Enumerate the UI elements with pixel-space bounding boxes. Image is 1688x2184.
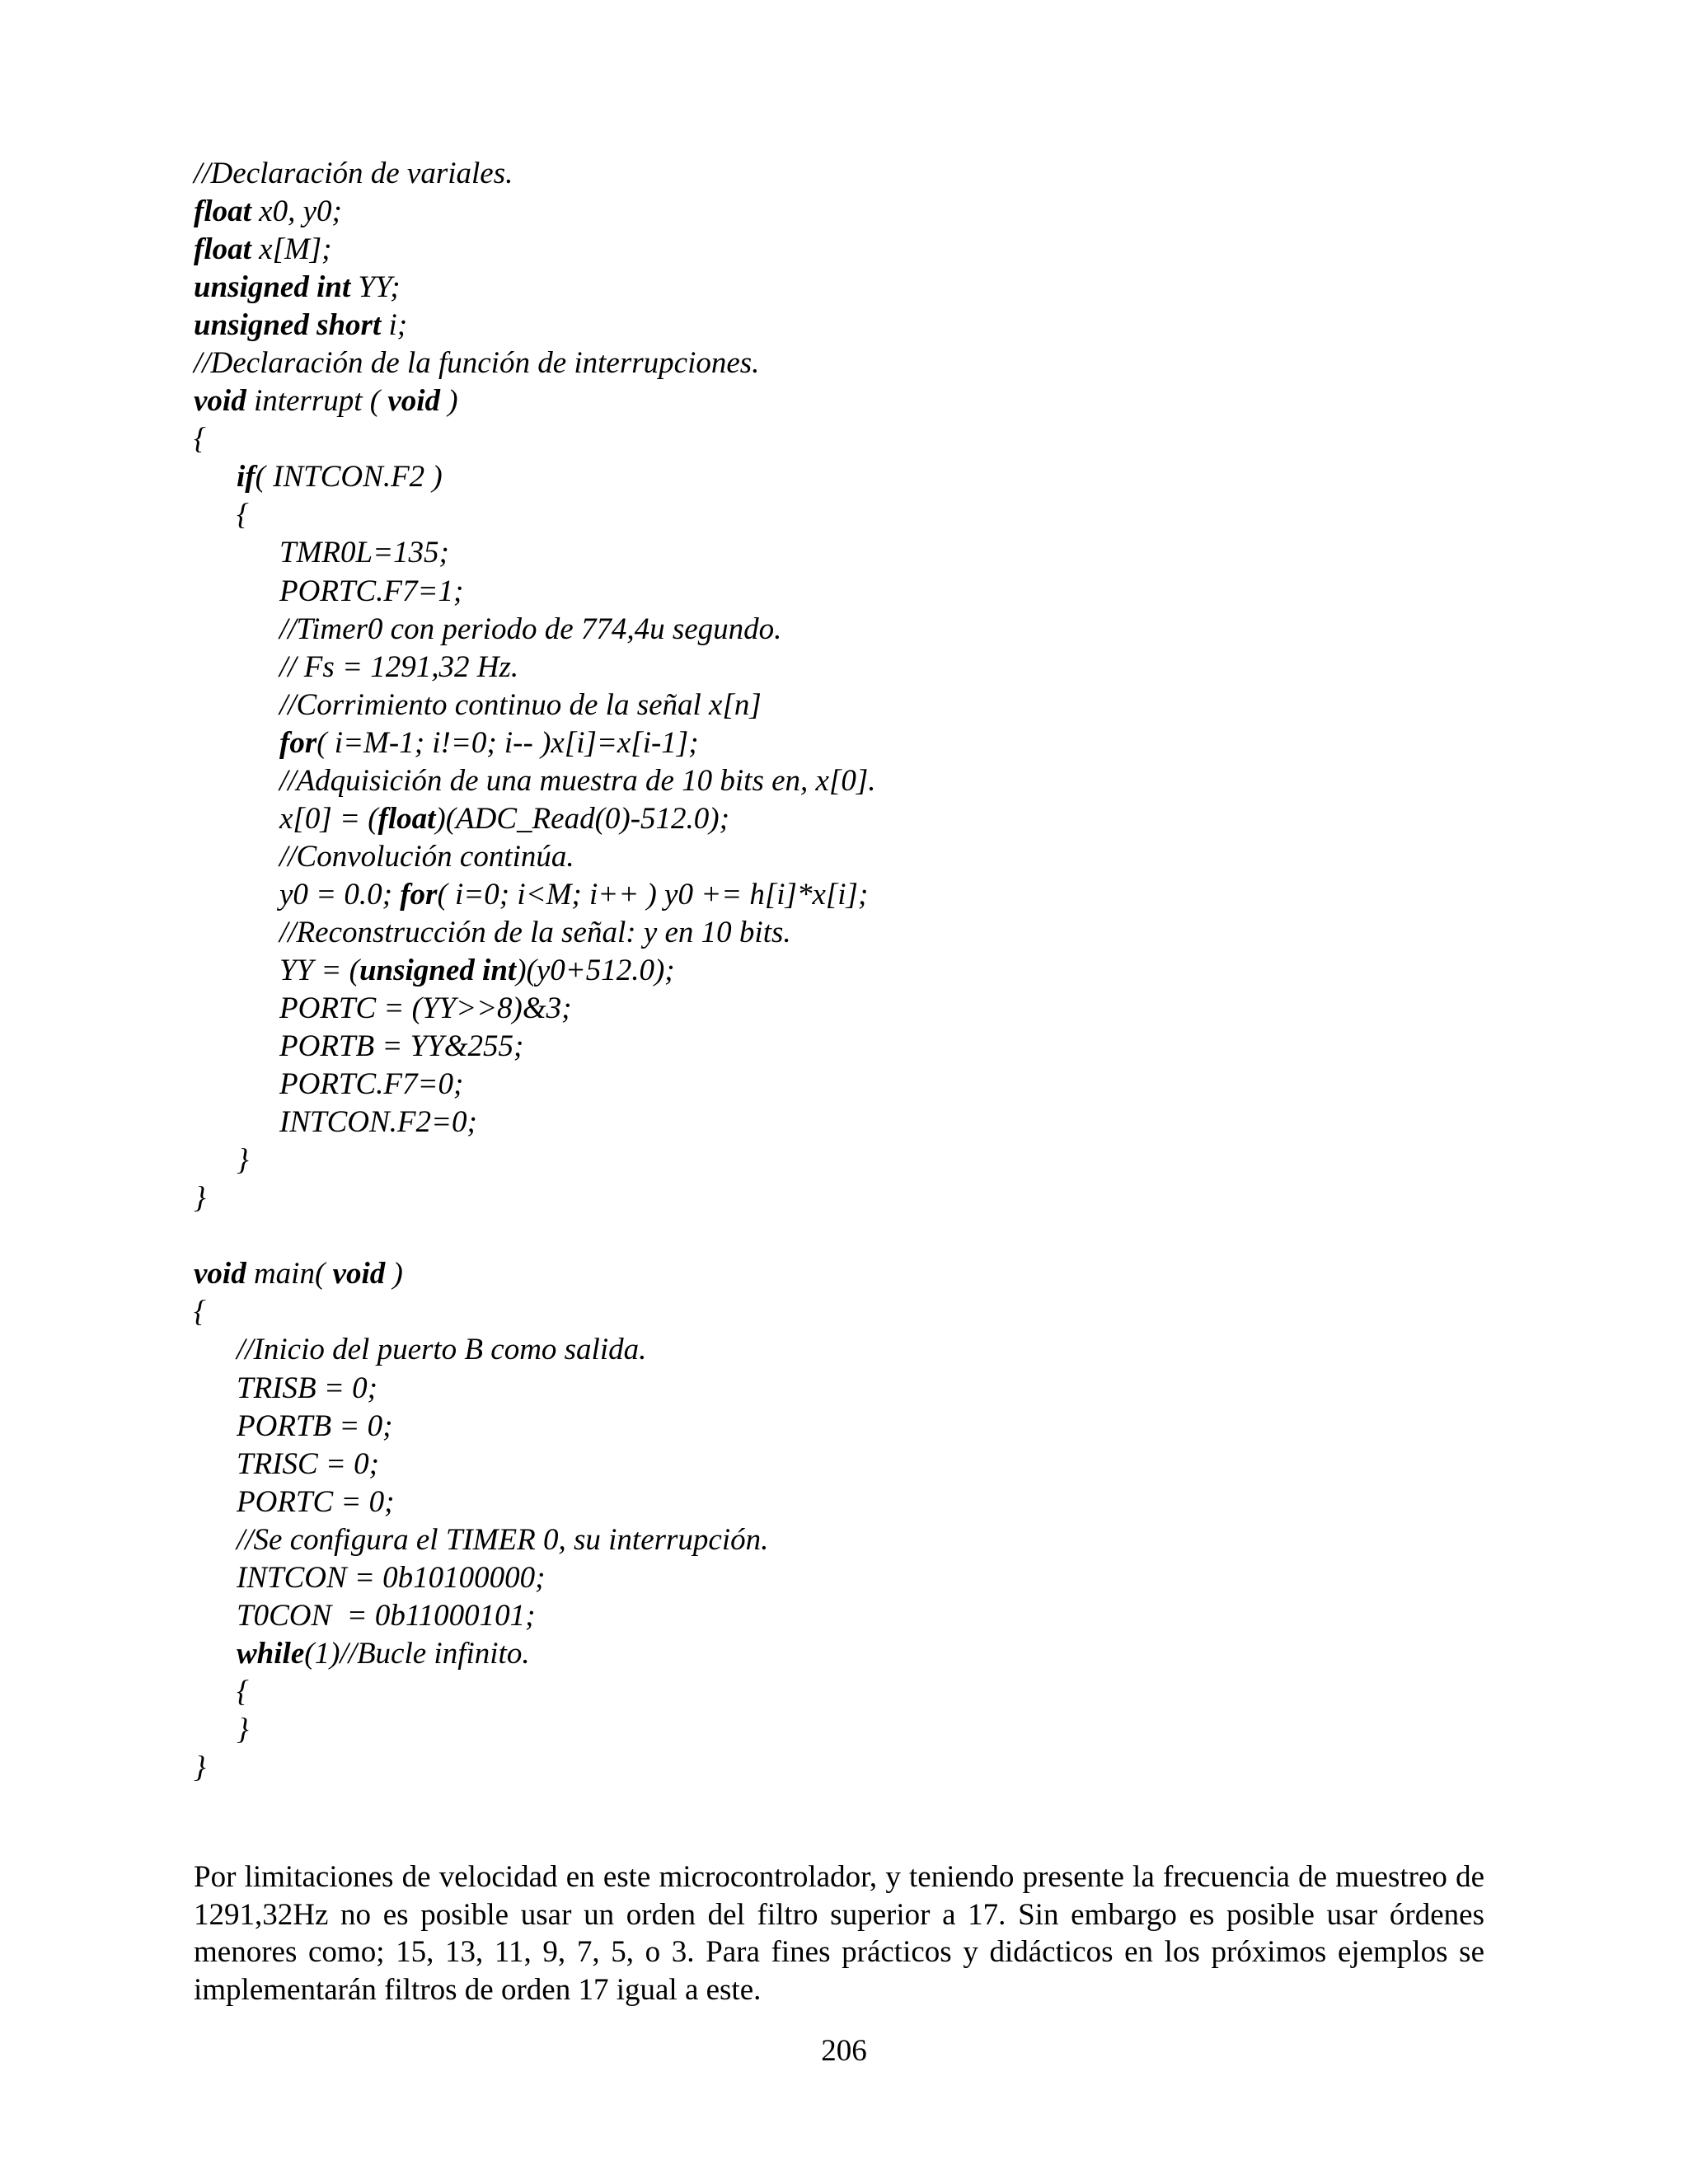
code-keyword: void: [194, 1257, 246, 1291]
code-text: PORTC.F7=1;: [279, 574, 464, 608]
code-text: ( i=0; i<M; i++ ) y0 += h[i]*x[i];: [437, 877, 869, 912]
code-line: [194, 724, 1512, 762]
code-keyword: unsigned int: [194, 270, 351, 305]
code-text: ): [440, 384, 458, 419]
code-line: [194, 344, 1512, 382]
page-number: 206: [821, 2034, 867, 2068]
code-line: [194, 269, 1512, 307]
code-line: [194, 1521, 1512, 1559]
code-line: [194, 193, 1512, 231]
code-line: [194, 687, 1512, 724]
code-text: ): [385, 1257, 403, 1291]
code-keyword: float: [194, 194, 251, 229]
code-line: [194, 155, 1512, 193]
code-line: [194, 420, 1512, 458]
code-keyword: for: [279, 725, 317, 760]
code-listing: [194, 155, 1512, 1787]
code-text: TRISC = 0;: [237, 1446, 379, 1481]
code-text: INTCON = 0b10100000;: [237, 1560, 546, 1595]
code-text: }: [194, 1750, 206, 1784]
code-keyword: void: [332, 1257, 386, 1291]
code-line: [194, 1446, 1512, 1483]
code-line: [194, 1179, 1512, 1217]
code-line: [194, 762, 1512, 800]
code-text: {: [194, 1295, 206, 1329]
code-text: PORTC = (YY>>8)&3;: [279, 991, 572, 1026]
code-line: [194, 611, 1512, 649]
code-line: [194, 1635, 1512, 1673]
code-line: [194, 1066, 1512, 1104]
code-text: interrupt (: [246, 384, 388, 419]
code-text: //Convolución continúa.: [279, 839, 574, 874]
body-paragraph: Por limitaciones de velocidad en este microcontrolador, y teniendo presente la frecuencia de muestreo de 1291,32Hz no es posible usar un orden del filtro superior a 17. Sin embargo es posible usar órdenes menores como; 15, 13, 11, 9, 7, 5, o 3. Para fines prácticos y didácticos en los próximos ejemplos se implementarán filtros de orden 17 igual a este.: [194, 1860, 1484, 2007]
code-keyword: float: [377, 801, 436, 836]
code-line: [194, 1293, 1512, 1331]
code-line: [194, 1217, 1512, 1255]
code-text: {: [194, 422, 206, 457]
code-line: [194, 382, 1512, 420]
code-text: // Fs = 1291,32 Hz.: [279, 649, 519, 684]
code-text: x0, y0;: [251, 194, 342, 229]
code-text: //Corrimiento continuo de la señal x[n]: [279, 687, 762, 722]
code-line: [194, 1028, 1512, 1066]
code-text: TRISB = 0;: [237, 1371, 377, 1405]
code-line: [194, 1673, 1512, 1711]
code-line: [194, 1141, 1512, 1179]
code-keyword: while: [237, 1636, 305, 1671]
code-text: //Adquisición de una muestra de 10 bits en, x[0].: [279, 763, 876, 798]
code-text: //Inicio del puerto B como salida.: [237, 1333, 647, 1367]
code-text: )(ADC_Read(0)-512.0);: [435, 801, 729, 836]
code-text: //Se configura el TIMER 0, su interrupción.: [237, 1522, 769, 1557]
code-line: [194, 1749, 1512, 1787]
code-text: )(y0+512.0);: [516, 953, 675, 987]
code-line: [194, 458, 1512, 496]
code-line: [194, 534, 1512, 572]
code-line: [194, 231, 1512, 269]
code-text: T0CON = 0b11000101;: [237, 1598, 536, 1633]
code-text: PORTB = YY&255;: [279, 1029, 524, 1064]
code-line: [194, 838, 1512, 876]
code-text: YY;: [350, 270, 401, 305]
code-line: [194, 876, 1512, 914]
code-line: [194, 1408, 1512, 1446]
code-line: [194, 1331, 1512, 1369]
code-text: INTCON.F2=0;: [279, 1105, 477, 1140]
code-text: //Declaración de variales.: [194, 157, 513, 190]
code-text: //Timer0 con periodo de 774,4u segundo.: [279, 612, 782, 646]
code-keyword: unsigned short: [194, 308, 382, 343]
code-keyword: void: [194, 384, 246, 419]
code-text: PORTC = 0;: [237, 1484, 395, 1519]
code-text: x[0] = (: [279, 801, 378, 836]
code-line: [194, 496, 1512, 534]
code-text: }: [194, 1181, 206, 1216]
code-text: ( INTCON.F2 ): [255, 460, 443, 494]
code-text: //Reconstrucción de la señal: y en 10 bits.: [279, 915, 791, 949]
code-line: [194, 914, 1512, 952]
code-text: {: [237, 498, 249, 532]
code-line: [194, 1104, 1512, 1141]
code-text: }: [237, 1712, 249, 1746]
code-text: main(: [246, 1257, 333, 1291]
code-keyword: float: [194, 232, 251, 267]
code-text: //Declaración de la función de interrupciones.: [194, 346, 760, 381]
code-line: [194, 307, 1512, 344]
code-line: [194, 1255, 1512, 1293]
code-line: [194, 1711, 1512, 1749]
code-text: {: [237, 1674, 249, 1708]
code-text: y0 = 0.0;: [279, 877, 401, 912]
code-line: [194, 573, 1512, 611]
code-keyword: void: [387, 384, 441, 419]
code-line: [194, 1370, 1512, 1408]
code-line: [194, 649, 1512, 687]
code-text: PORTC.F7=0;: [279, 1067, 464, 1102]
code-text: x[M];: [251, 232, 332, 267]
code-text: i;: [381, 308, 408, 343]
code-line: [194, 952, 1512, 990]
code-text: }: [237, 1143, 249, 1178]
code-text: TMR0L=135;: [279, 536, 449, 570]
code-line: [194, 1483, 1512, 1521]
code-text: PORTB = 0;: [237, 1408, 393, 1443]
code-keyword: for: [400, 877, 438, 912]
code-line: [194, 990, 1512, 1028]
code-line: [194, 1597, 1512, 1635]
code-line: [194, 1559, 1512, 1597]
code-keyword: unsigned int: [359, 953, 517, 987]
code-text: (1)//Bucle infinito.: [304, 1636, 530, 1671]
code-text: YY = (: [279, 953, 359, 987]
code-keyword: if: [237, 460, 256, 494]
code-line: [194, 800, 1512, 838]
code-text: ( i=M-1; i!=0; i-- )x[i]=x[i-1];: [316, 725, 699, 760]
